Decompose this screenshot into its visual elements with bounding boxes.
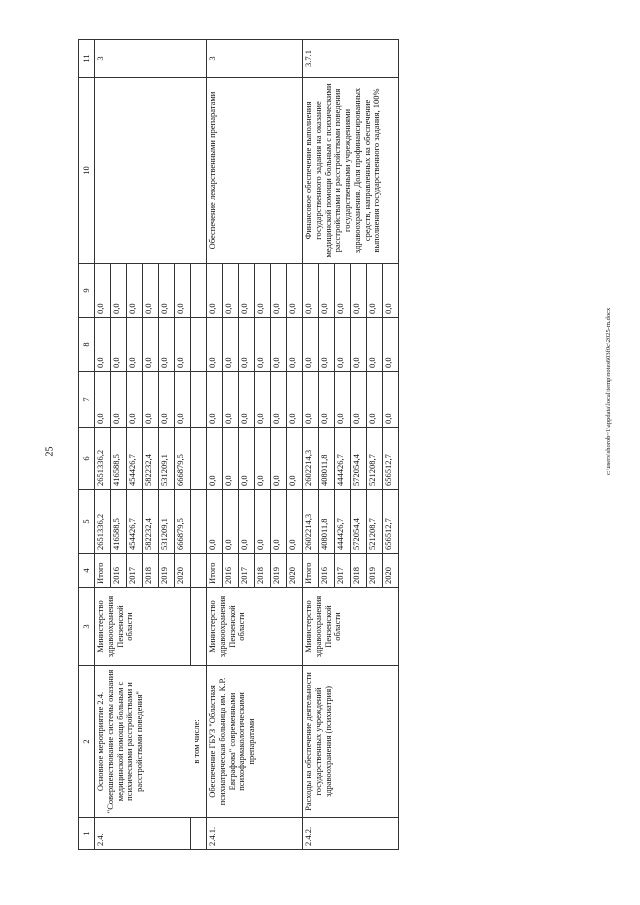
- table-row: [207, 40, 223, 850]
- value-cell: 0,0: [239, 372, 255, 428]
- value-cell: 2651336,2: [95, 490, 111, 554]
- column-header: 5: [79, 490, 95, 554]
- value-cell: 0,0: [287, 318, 303, 372]
- value-cell: 0,0: [271, 490, 287, 554]
- value-cell: 0,0: [143, 318, 159, 372]
- value-cell: 582232,4: [143, 428, 159, 490]
- value-cell: 0,0: [255, 428, 271, 490]
- year-cell: 2020: [287, 554, 303, 588]
- value-cell: 2602214,3: [303, 490, 319, 554]
- value-cell: 444426,7: [335, 428, 351, 490]
- executor: Министерство здравоохранения Пензенской области: [95, 588, 191, 666]
- footer-file-path: c:\users\shorob~1\appdata\local\temp\notes603f0c\2025-m.docx: [605, 307, 612, 475]
- value-cell: 656512,7: [383, 490, 399, 554]
- value-cell: 0,0: [239, 264, 255, 318]
- value-cell: 0,0: [303, 264, 319, 318]
- column-header: 7: [79, 372, 95, 428]
- value-cell: 0,0: [175, 264, 191, 318]
- value-cell: 0,0: [95, 372, 111, 428]
- value-cell: 416588,5: [111, 490, 127, 554]
- year-cell: 2017: [239, 554, 255, 588]
- value-cell: 666879,5: [175, 428, 191, 490]
- column-header: 3: [79, 588, 95, 666]
- value-cell: 0,0: [367, 318, 383, 372]
- value-cell: 454426,7: [127, 428, 143, 490]
- result-cell: [95, 78, 207, 264]
- value-cell: 0,0: [271, 318, 287, 372]
- empty-cell: [191, 264, 207, 318]
- table-row: [95, 40, 111, 850]
- year-cell: 2016: [319, 554, 335, 588]
- value-cell: 0,0: [271, 428, 287, 490]
- empty-cell: [191, 490, 207, 554]
- value-cell: 0,0: [271, 264, 287, 318]
- value-cell: 0,0: [351, 372, 367, 428]
- value-cell: 572054,4: [351, 428, 367, 490]
- year-cell: 2016: [223, 554, 239, 588]
- row-number: 2.4.: [95, 818, 191, 850]
- value-cell: 2651336,2: [95, 428, 111, 490]
- year-cell: 2020: [383, 554, 399, 588]
- executor: Министерство здравоохранения Пензенской области: [207, 588, 303, 666]
- page-number: 25: [44, 446, 56, 457]
- value-cell: 416588,5: [111, 428, 127, 490]
- value-cell: 0,0: [351, 318, 367, 372]
- value-cell: 444426,7: [335, 490, 351, 554]
- value-cell: 0,0: [159, 318, 175, 372]
- value-cell: 0,0: [383, 318, 399, 372]
- value-cell: 572054,4: [351, 490, 367, 554]
- year-cell: 2018: [351, 554, 367, 588]
- value-cell: 0,0: [207, 372, 223, 428]
- value-cell: 0,0: [207, 264, 223, 318]
- value-cell: 0,0: [319, 318, 335, 372]
- value-cell: 0,0: [143, 372, 159, 428]
- column-header: 1: [79, 818, 95, 850]
- column-header: 11: [79, 40, 95, 78]
- result-cell: Обеспечение лекарственными препаратами: [207, 78, 303, 264]
- value-cell: 0,0: [239, 428, 255, 490]
- empty-cell: [191, 588, 207, 666]
- value-cell: 531209,1: [159, 490, 175, 554]
- column-header: 4: [79, 554, 95, 588]
- value-cell: 0,0: [335, 372, 351, 428]
- value-cell: 0,0: [367, 372, 383, 428]
- value-cell: 0,0: [383, 372, 399, 428]
- year-cell: Итого: [303, 554, 319, 588]
- year-cell: Итого: [207, 554, 223, 588]
- value-cell: 0,0: [255, 490, 271, 554]
- value-cell: 0,0: [239, 318, 255, 372]
- value-cell: 0,0: [111, 264, 127, 318]
- value-cell: 0,0: [159, 372, 175, 428]
- value-cell: 521208,7: [367, 428, 383, 490]
- value-cell: 0,0: [255, 318, 271, 372]
- empty-cell: [191, 554, 207, 588]
- value-cell: 0,0: [351, 264, 367, 318]
- value-cell: 0,0: [287, 372, 303, 428]
- value-cell: 0,0: [335, 264, 351, 318]
- value-cell: 0,0: [143, 264, 159, 318]
- year-cell: 2019: [159, 554, 175, 588]
- empty-cell: [191, 318, 207, 372]
- year-cell: 2017: [335, 554, 351, 588]
- value-cell: 408011,8: [319, 490, 335, 554]
- value-cell: 0,0: [239, 490, 255, 554]
- column-header: 10: [79, 78, 95, 264]
- measure-name: Расходы на обеспечение деятельности государственных учреждений здравоохранения (психиатрия): [303, 666, 399, 818]
- column-header: 8: [79, 318, 95, 372]
- indicator-cell: 3.7.1: [303, 40, 399, 78]
- value-cell: 0,0: [271, 372, 287, 428]
- value-cell: 0,0: [95, 264, 111, 318]
- year-cell: 2018: [255, 554, 271, 588]
- value-cell: 582232,4: [143, 490, 159, 554]
- value-cell: 0,0: [127, 264, 143, 318]
- value-cell: 0,0: [335, 318, 351, 372]
- value-cell: 0,0: [287, 490, 303, 554]
- column-header: 6: [79, 428, 95, 490]
- value-cell: 0,0: [223, 428, 239, 490]
- year-cell: 2019: [367, 554, 383, 588]
- rotated-table-container: [78, 40, 587, 850]
- result-cell: Финансовое обеспечение выполнения государственного задания на оказание медицинской помощи больным с психическими расстройствами и расстройствами поведения государственными учреждениями здравоохранения. Доля профинансированных средств, направленных на обеспечение выполнения государственного задания, 100%: [303, 78, 399, 264]
- budget-table: [78, 39, 399, 850]
- indicator-cell: 3: [95, 40, 207, 78]
- value-cell: 0,0: [159, 264, 175, 318]
- value-cell: 666879,5: [175, 490, 191, 554]
- value-cell: 0,0: [255, 372, 271, 428]
- measure-name: Основное мероприятие 2.4. "Совершенствование системы оказания медицинской помощи больным с психическими расстройствами и расстройствами поведения": [95, 666, 191, 818]
- empty-cell: [191, 428, 207, 490]
- value-cell: 0,0: [207, 318, 223, 372]
- value-cell: 0,0: [127, 318, 143, 372]
- value-cell: 0,0: [319, 264, 335, 318]
- year-cell: 2018: [143, 554, 159, 588]
- value-cell: 0,0: [287, 264, 303, 318]
- header-row: [79, 40, 95, 850]
- value-cell: 0,0: [383, 264, 399, 318]
- empty-cell: [191, 372, 207, 428]
- column-header: 2: [79, 666, 95, 818]
- year-cell: 2019: [271, 554, 287, 588]
- row-number: [191, 818, 207, 850]
- year-cell: 2016: [111, 554, 127, 588]
- value-cell: 0,0: [207, 490, 223, 554]
- column-header: 9: [79, 264, 95, 318]
- row-number: 2.4.1.: [207, 818, 303, 850]
- indicator-cell: 3: [207, 40, 303, 78]
- year-cell: Итого: [95, 554, 111, 588]
- value-cell: 454426,7: [127, 490, 143, 554]
- value-cell: 0,0: [367, 264, 383, 318]
- value-cell: 0,0: [175, 372, 191, 428]
- subtotal-label: в том числе:: [191, 666, 207, 818]
- value-cell: 2602214,3: [303, 428, 319, 490]
- value-cell: 0,0: [287, 428, 303, 490]
- value-cell: 0,0: [303, 318, 319, 372]
- value-cell: 531209,1: [159, 428, 175, 490]
- measure-name: Обеспечение ГБУЗ "Областная психиатрическая больница им. К.Р. Евграфова" современными психофармакологическими препаратами: [207, 666, 303, 818]
- year-cell: 2017: [127, 554, 143, 588]
- value-cell: 656512,7: [383, 428, 399, 490]
- table-row: [303, 40, 319, 850]
- value-cell: 0,0: [223, 372, 239, 428]
- value-cell: 0,0: [255, 264, 271, 318]
- executor: Министерство здравоохранения Пензенской области: [303, 588, 399, 666]
- value-cell: 0,0: [175, 318, 191, 372]
- value-cell: 0,0: [111, 318, 127, 372]
- value-cell: 521208,7: [367, 490, 383, 554]
- value-cell: 0,0: [127, 372, 143, 428]
- value-cell: 0,0: [95, 318, 111, 372]
- value-cell: 0,0: [207, 428, 223, 490]
- row-number: 2.4.2.: [303, 818, 399, 850]
- value-cell: 0,0: [223, 318, 239, 372]
- value-cell: 0,0: [319, 372, 335, 428]
- value-cell: 408011,8: [319, 428, 335, 490]
- value-cell: 0,0: [223, 264, 239, 318]
- value-cell: 0,0: [303, 372, 319, 428]
- value-cell: 0,0: [111, 372, 127, 428]
- year-cell: 2020: [175, 554, 191, 588]
- value-cell: 0,0: [223, 490, 239, 554]
